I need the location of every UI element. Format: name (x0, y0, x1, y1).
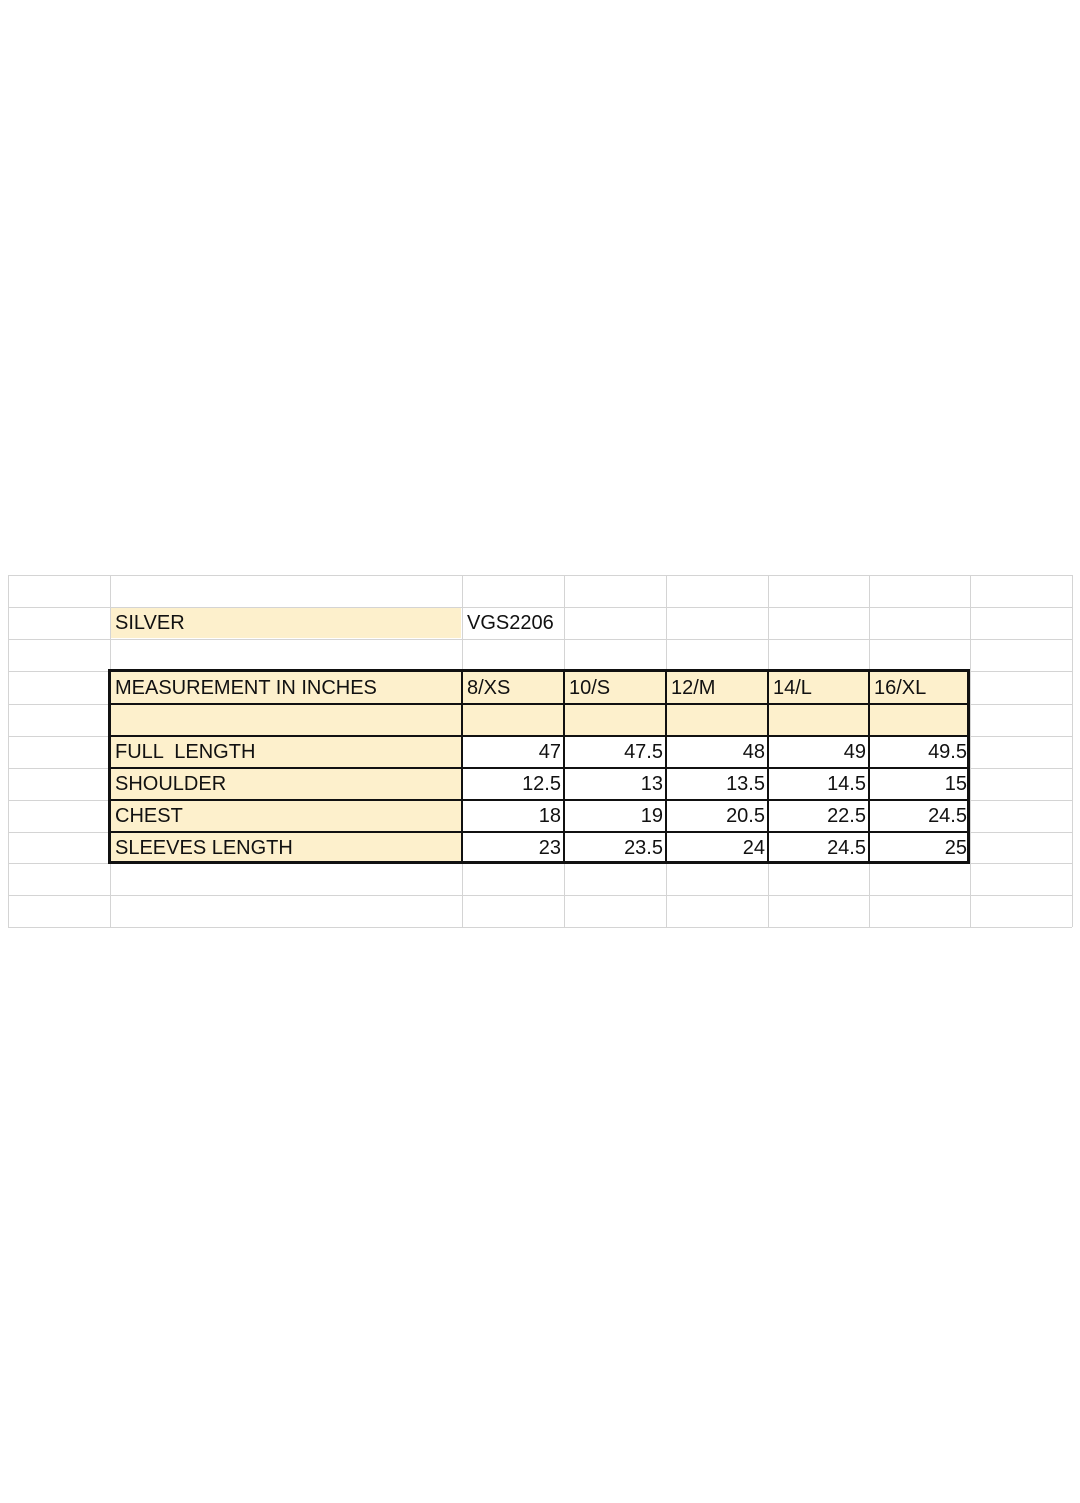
size-header-cell[interactable]: 12/M (671, 677, 716, 699)
table-border-top (108, 669, 970, 672)
value-cell[interactable]: 18 (538, 805, 561, 827)
size-header-cell[interactable]: 10/S (569, 677, 611, 699)
value-cell[interactable]: 14.5 (827, 773, 866, 795)
size-header-cell[interactable]: 16/XL (874, 677, 927, 699)
value-cell[interactable]: 20.5 (726, 805, 765, 827)
table-row-line (108, 831, 970, 833)
table-row-line (108, 799, 970, 801)
product-name-cell[interactable]: SILVER (115, 612, 185, 634)
product-code-cell[interactable]: VGS2206 (467, 612, 554, 634)
gridline-vertical (1072, 575, 1073, 927)
value-cell[interactable]: 24.5 (827, 837, 866, 859)
value-cell[interactable]: 19 (640, 805, 663, 827)
value-cell[interactable]: 13 (640, 773, 663, 795)
table-border-bottom (108, 861, 970, 864)
value-cell[interactable]: 13.5 (726, 773, 765, 795)
table-row-line (108, 703, 970, 705)
row-label-cell[interactable]: FULL LENGTH (115, 741, 256, 763)
value-cell[interactable]: 23 (538, 837, 561, 859)
measurement-header-cell[interactable]: MEASUREMENT IN INCHES (115, 677, 377, 699)
gridline-horizontal (8, 895, 1072, 896)
value-cell[interactable]: 25 (944, 837, 967, 859)
value-cell[interactable]: 12.5 (522, 773, 561, 795)
row-label-cell[interactable]: SHOULDER (115, 773, 227, 795)
table-row-line (108, 767, 970, 769)
row-label-cell[interactable]: CHEST (115, 805, 183, 827)
value-cell[interactable]: 47 (538, 741, 561, 763)
value-cell[interactable]: 23.5 (624, 837, 663, 859)
value-cell[interactable]: 49 (843, 741, 866, 763)
gridline-horizontal (8, 639, 1072, 640)
value-cell[interactable]: 24.5 (928, 805, 967, 827)
gridline-vertical (8, 575, 9, 927)
value-cell[interactable]: 24 (742, 837, 765, 859)
value-cell[interactable]: 47.5 (624, 741, 663, 763)
size-header-cell[interactable]: 14/L (773, 677, 812, 699)
value-cell[interactable]: 48 (742, 741, 765, 763)
row-label-cell[interactable]: SLEEVES LENGTH (115, 837, 293, 859)
gridline-horizontal (8, 575, 1072, 576)
value-cell[interactable]: 15 (944, 773, 967, 795)
gridline-vertical (970, 575, 971, 927)
value-cell[interactable]: 49.5 (928, 741, 967, 763)
value-cell[interactable]: 22.5 (827, 805, 866, 827)
table-row-line (108, 735, 970, 737)
size-header-cell[interactable]: 8/XS (467, 677, 511, 699)
gridline-horizontal (8, 927, 1072, 928)
